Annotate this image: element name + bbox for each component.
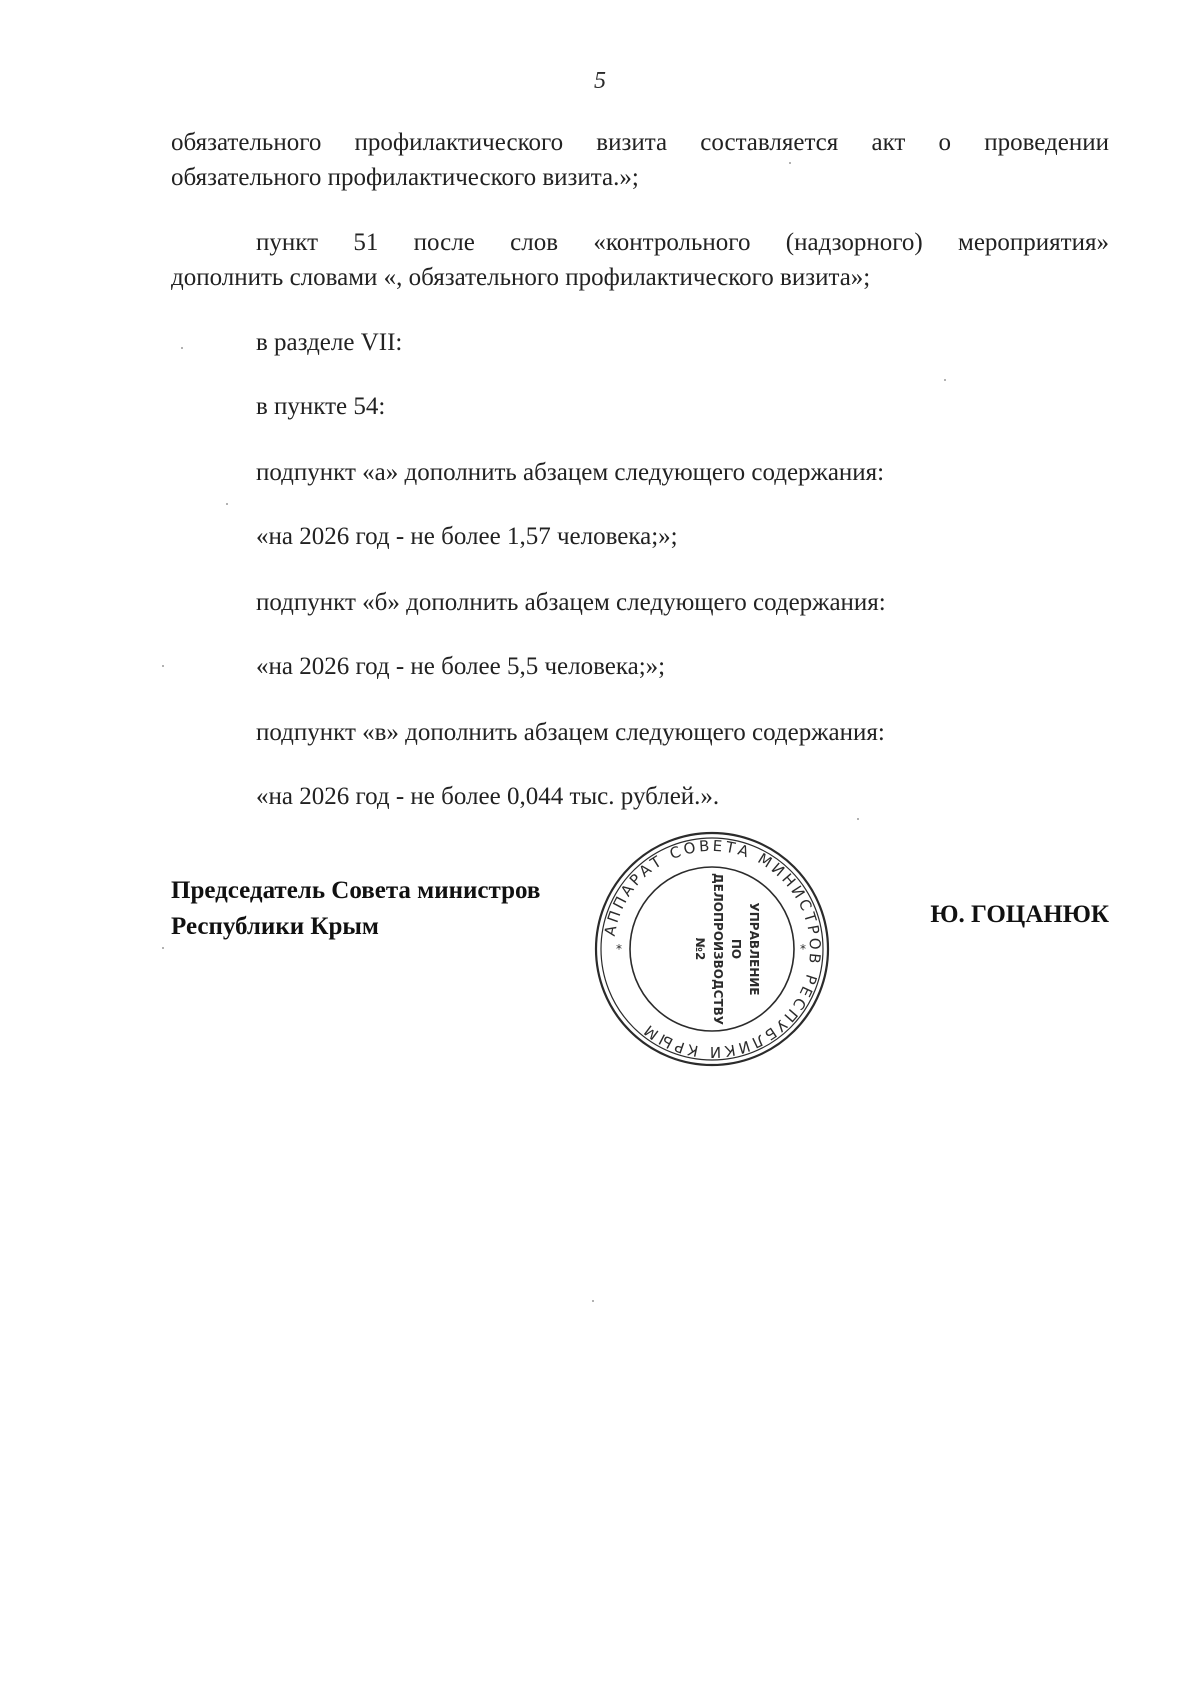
stamp-inner-line-2: ПО <box>729 938 743 960</box>
page-number: 5 <box>594 68 606 94</box>
stamp-inner-line-3: ДЕЛОПРОИЗВОДСТВУ <box>711 872 725 1026</box>
official-stamp <box>592 829 832 1069</box>
scan-speck <box>162 665 164 667</box>
paragraph-1-line-1: обязательного профилактического визита составляется акт о проведении <box>171 129 1109 156</box>
signatory-title-line-2: Республики Крым <box>171 913 379 940</box>
paragraph-2-line-1: пункт 51 после слов «контрольного (надзорного) мероприятия» <box>256 229 1109 256</box>
stamp-star-left: * <box>616 942 622 956</box>
scan-speck <box>162 947 164 949</box>
stamp-ring-text: АППАРАТ СОВЕТА МИНИСТРОВ РЕСПУБЛИКИ КРЫМ <box>600 836 825 1062</box>
paragraph-subpoint-b-text: «на 2026 год - не более 5,5 человека;»; <box>256 653 666 680</box>
scan-speck <box>226 503 228 505</box>
stamp-star-right: * <box>800 942 806 956</box>
paragraph-subpoint-a-text: «на 2026 год - не более 1,57 человека;»; <box>256 523 678 550</box>
signatory-title <box>171 873 540 945</box>
signatory-title-line-1: Председатель Совета министров <box>171 877 541 904</box>
paragraph-1-line-2: обязательного профилактического визита.»; <box>171 164 639 191</box>
stamp-inner-line-4: №2 <box>693 937 707 961</box>
scan-speck <box>592 1300 594 1302</box>
paragraph-subpoint-v-text: «на 2026 год - не более 0,044 тыс. рублей.». <box>256 783 720 810</box>
paragraph-2-line-2: дополнить словами «, обязательного профилактического визита»; <box>171 264 871 291</box>
paragraph-subpoint-a: подпункт «а» дополнить абзацем следующего содержания: <box>256 459 885 486</box>
scan-speck <box>857 818 859 820</box>
scan-speck <box>789 162 791 164</box>
scan-speck <box>181 347 183 349</box>
signatory-name: Ю. ГОЦАНЮК <box>930 901 1109 928</box>
paragraph-point-54: в пункте 54: <box>256 393 386 420</box>
stamp-inner-line-1: УПРАВЛЕНИЕ <box>747 902 761 996</box>
paragraph-subpoint-b: подпункт «б» дополнить абзацем следующего содержания: <box>256 589 886 616</box>
paragraph-section-vii: в разделе VII: <box>256 329 403 356</box>
paragraph-subpoint-v: подпункт «в» дополнить абзацем следующего содержания: <box>256 719 885 746</box>
scan-speck <box>944 379 946 381</box>
